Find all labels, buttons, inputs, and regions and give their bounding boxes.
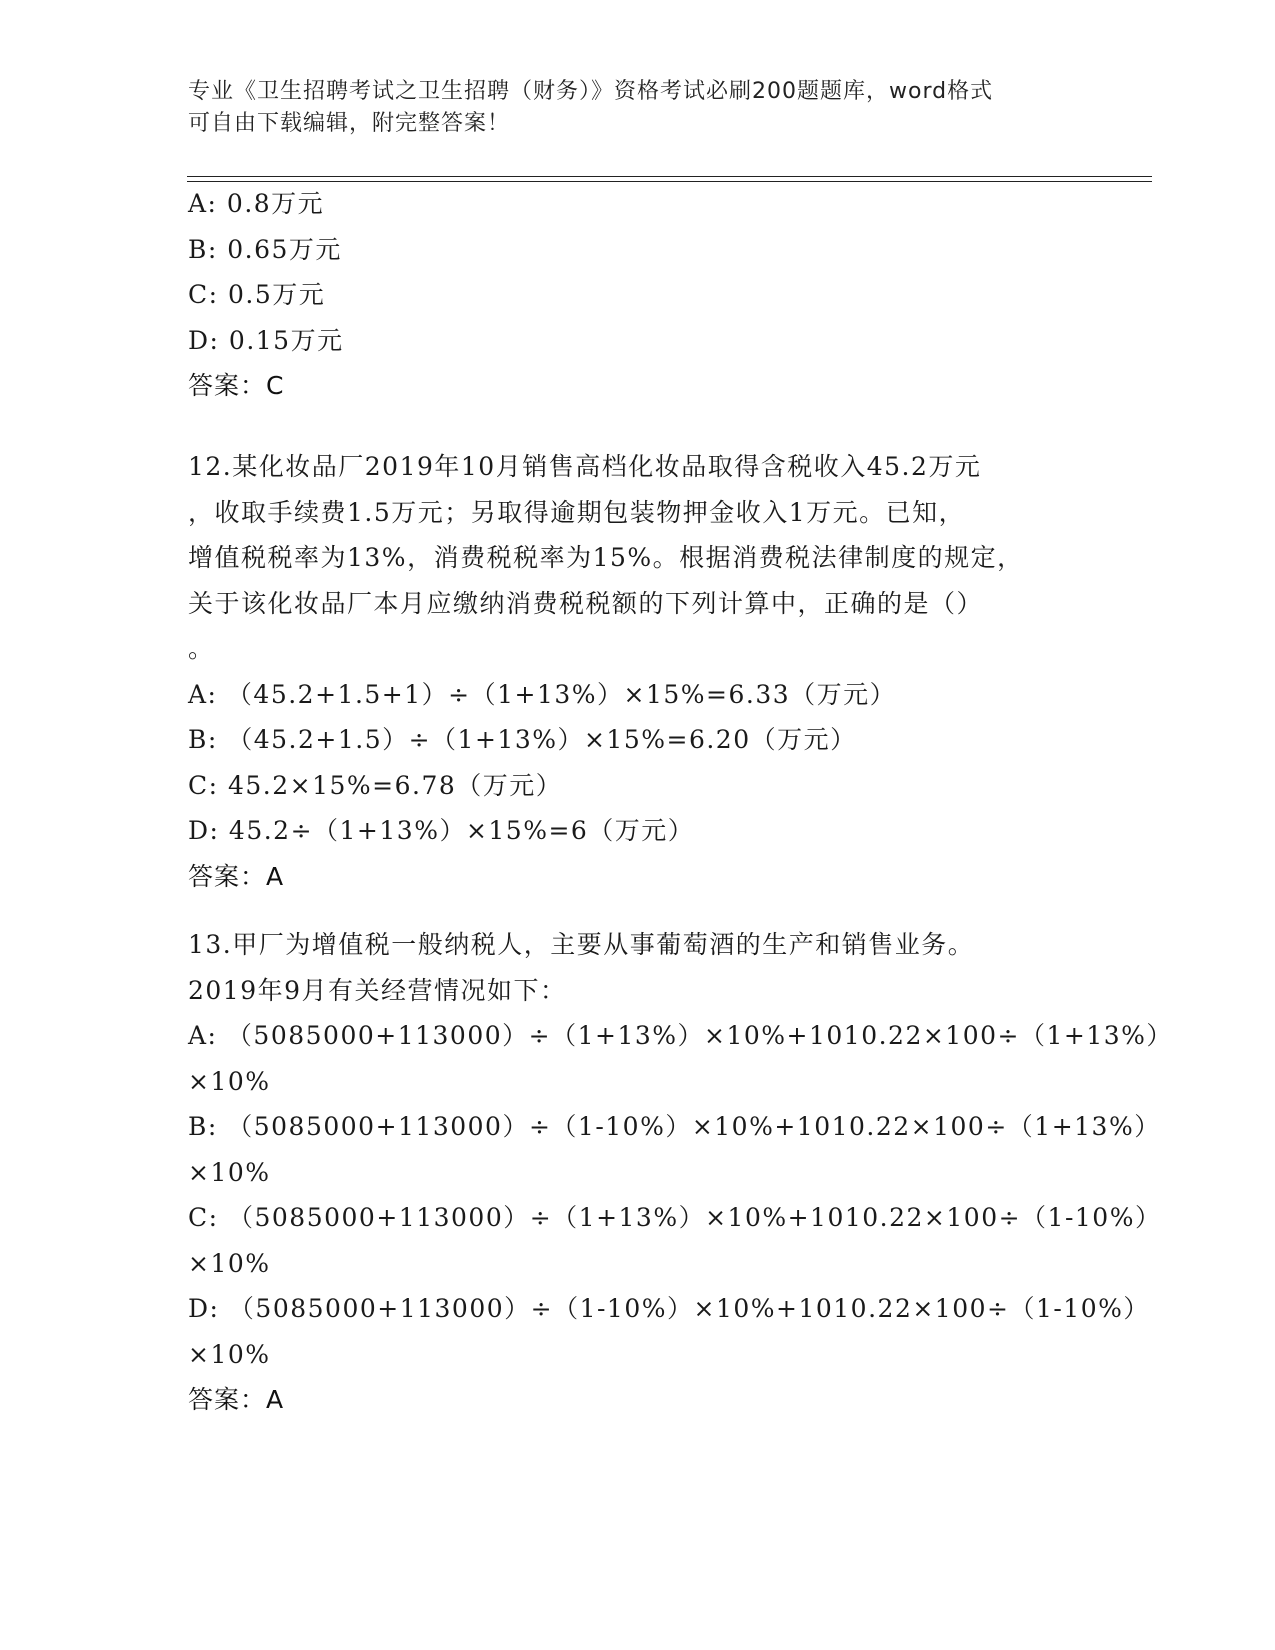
option-c-continued: ×10%	[188, 1248, 271, 1278]
question-stem-line: 增值税税率为13%，消费税税率为15%。根据消费税法律制度的规定，	[188, 543, 1024, 572]
question-stem-line: ，收取手续费1.5万元；另取得逾期包装物押金收入1万元。已知，	[188, 497, 966, 527]
answer-label: 答案：A	[188, 1385, 285, 1414]
option-d-continued: ×10%	[188, 1339, 271, 1369]
option-c: C: 45.2×15%=6.78（万元）	[188, 770, 563, 800]
option-b-continued: ×10%	[188, 1157, 271, 1187]
answer-label: 答案：C	[188, 371, 285, 400]
option-d: D: 0.15万元	[188, 325, 344, 355]
question-stem-line: 关于该化妆品厂本月应缴纳消费税税额的下列计算中，正确的是（）	[188, 588, 984, 618]
question-13	[188, 922, 1173, 1423]
option-a: A: （45.2+1.5+1）÷（1+13%）×15%=6.33（万元）	[188, 679, 897, 709]
question-12	[188, 444, 1078, 899]
question-stem-line: 2019年9月有关经营情况如下：	[188, 975, 567, 1005]
option-c: C: 0.5万元	[188, 280, 326, 309]
question-stem-line: 13.甲厂为增值税一般纳税人，主要从事葡萄酒的生产和销售业务。	[188, 930, 975, 959]
option-a-continued: ×10%	[188, 1066, 271, 1096]
header-divider-top	[187, 176, 1152, 177]
option-b: B: （5085000+113000）÷（1-10%）×10%+1010.22×100÷（1+13%）	[188, 1112, 1161, 1141]
question-stem-line: 。	[188, 634, 215, 663]
question-11	[188, 181, 1078, 409]
option-a: A: 0.8万元	[188, 189, 325, 218]
document-header	[188, 76, 1068, 140]
option-d: D: 45.2÷（1+13%）×15%=6（万元）	[188, 816, 695, 845]
option-b: B: 0.65万元	[188, 234, 342, 264]
header-title-line-1: 专业《卫生招聘考试之卫生招聘（财务）》资格考试必刷200题题库，word格式	[188, 79, 994, 104]
option-d: D: （5085000+113000）÷（1-10%）×10%+1010.22×100÷（1-10%）	[188, 1294, 1150, 1323]
answer-label: 答案：A	[188, 861, 285, 891]
option-c: C: （5085000+113000）÷（1+13%）×10%+1010.22×100÷（1-10%）	[188, 1203, 1162, 1232]
question-stem-line: 12.某化妆品厂2019年10月销售高档化妆品取得含税收入45.2万元	[188, 452, 982, 481]
option-b: B: （45.2+1.5）÷（1+13%）×15%=6.20（万元）	[188, 725, 857, 754]
option-a: A: （5085000+113000）÷（1+13%）×10%+1010.22×100÷（1+13%）	[188, 1021, 1173, 1050]
header-title-line-2: 可自由下载编辑，附完整答案！	[188, 111, 511, 136]
